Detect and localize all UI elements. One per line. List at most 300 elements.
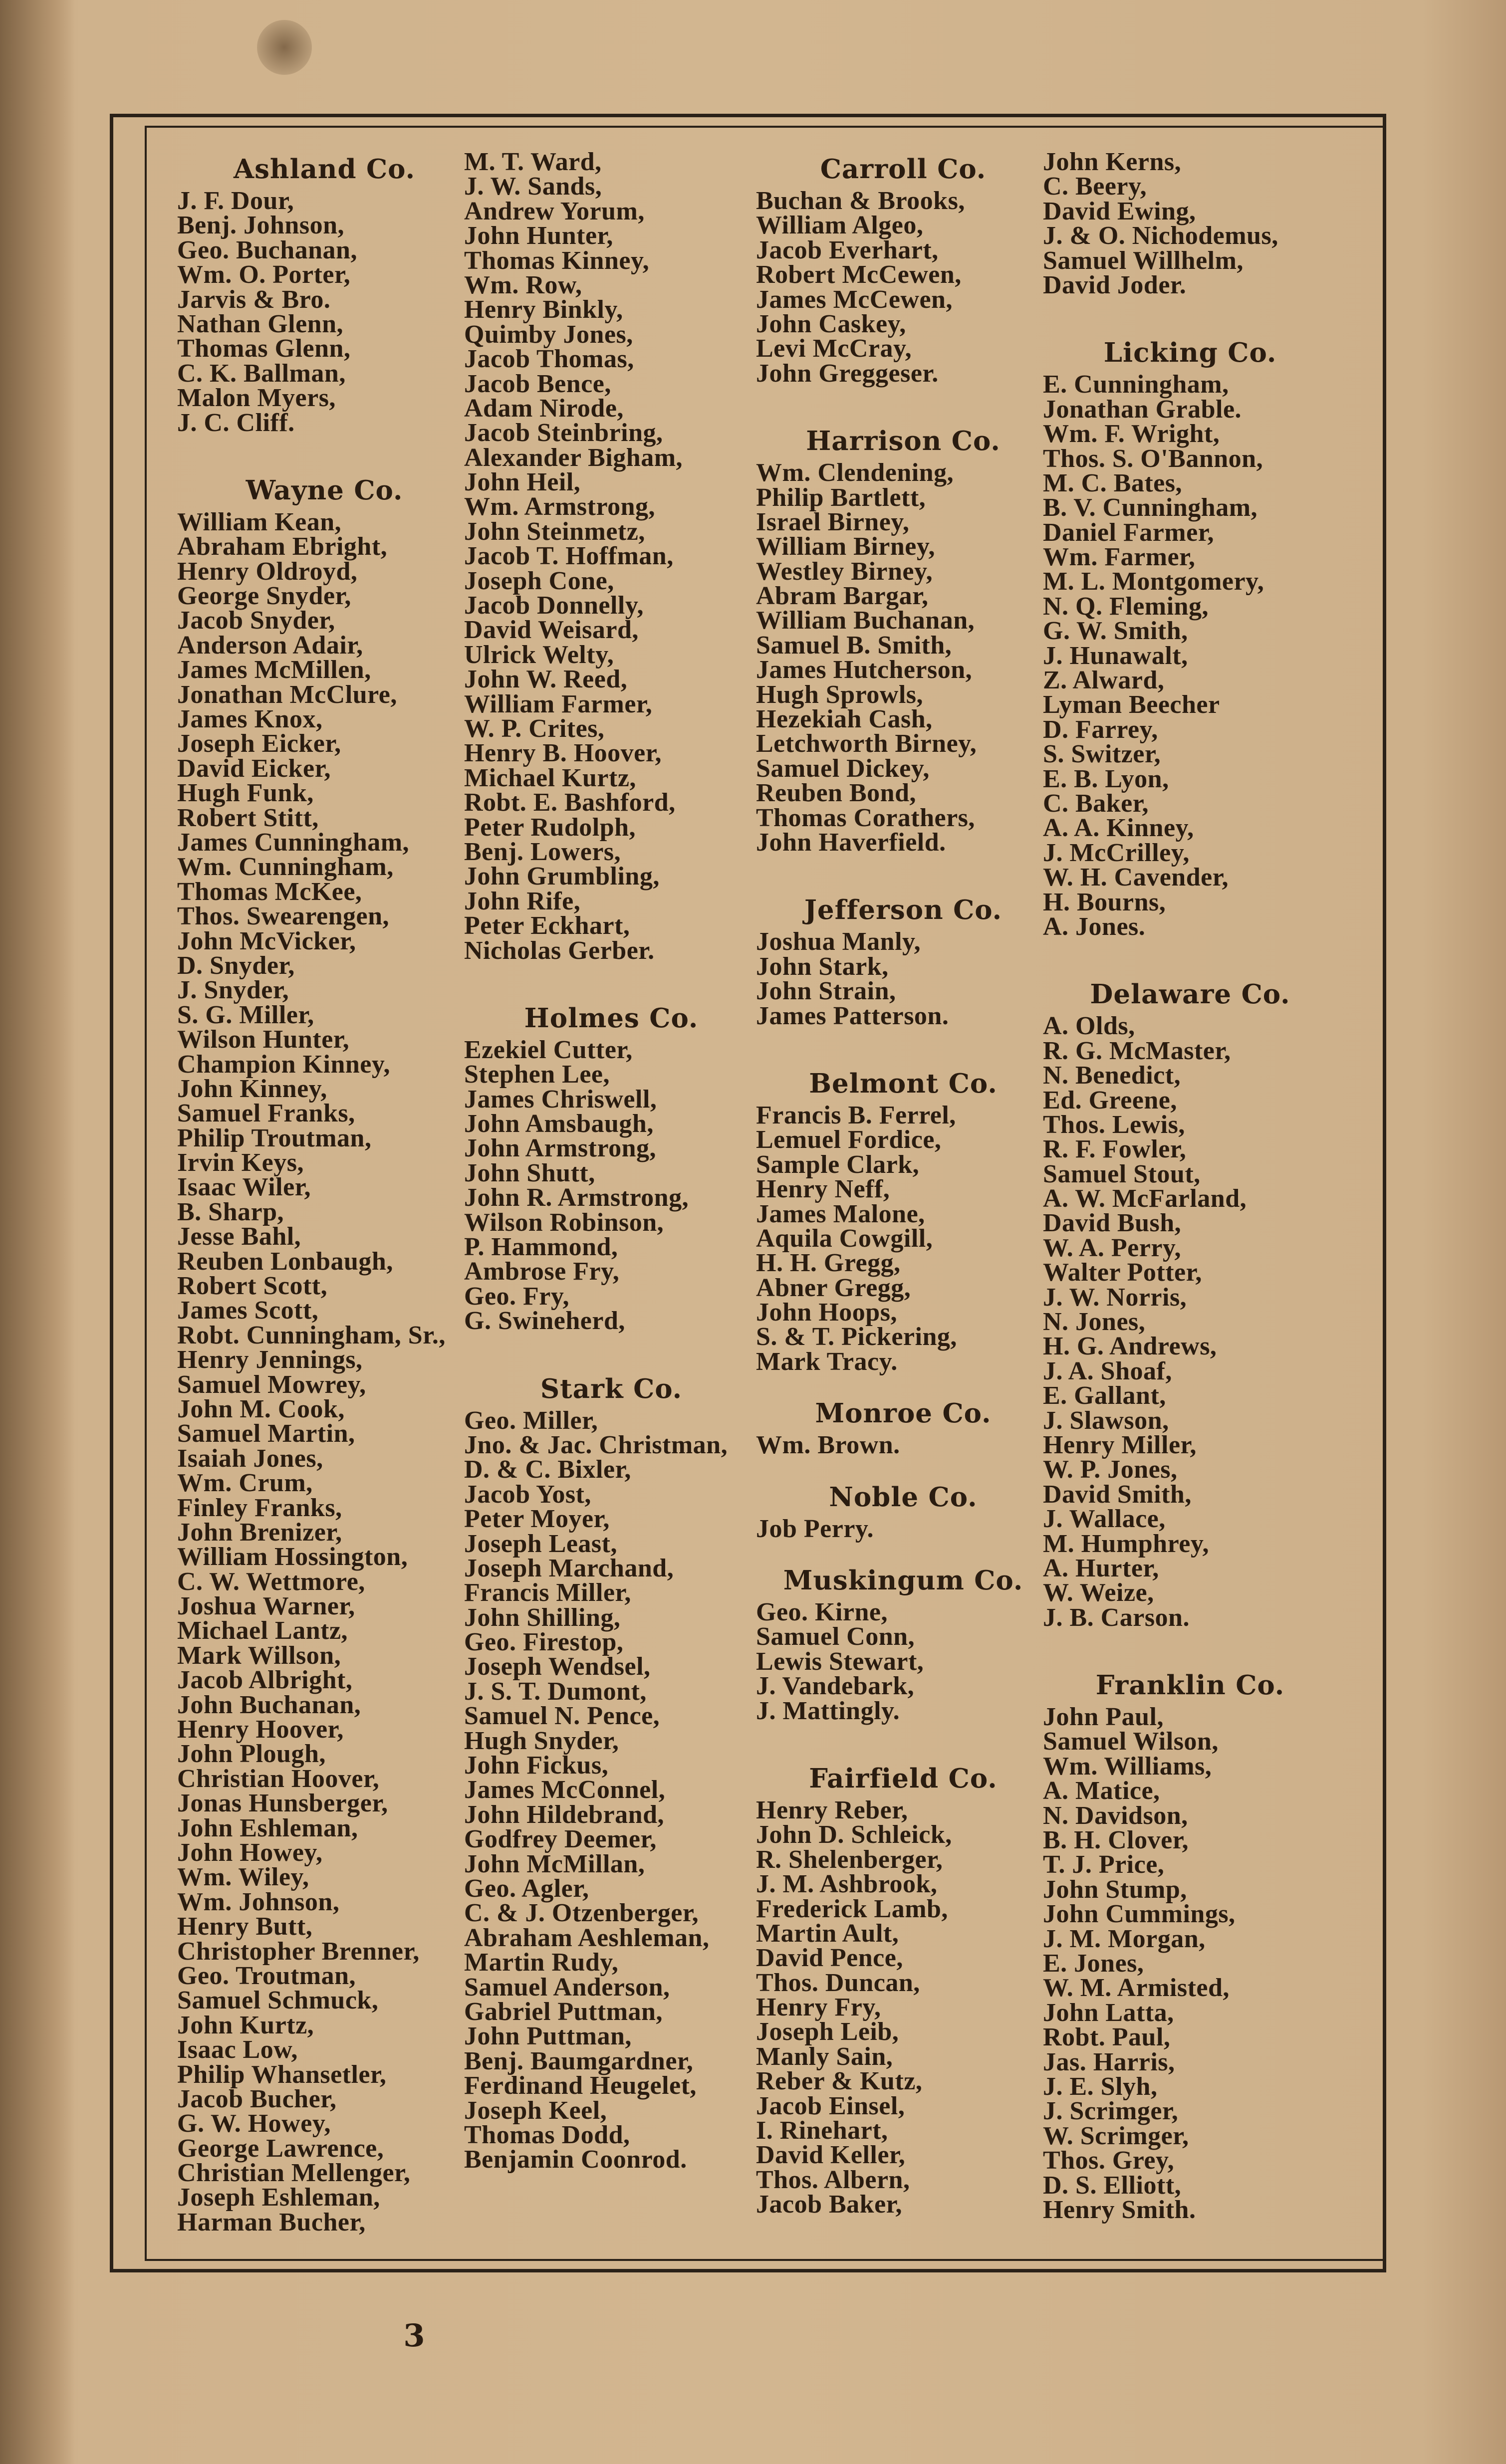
subscriber-name: Jno. & Jac. Christman, [464, 1430, 728, 1459]
subscriber-name: Wm. Brown. [756, 1431, 900, 1460]
subscriber-name: Hugh Sprowls, [756, 680, 924, 709]
subscriber-name: Joshua Manly, [756, 927, 921, 956]
subscriber-name: Wm. Cunningham, [177, 853, 394, 882]
subscriber-name: D. & C. Bixler, [464, 1455, 631, 1484]
subscriber-name: William Kean, [177, 507, 342, 536]
subscriber-name: Thos. Albern, [756, 2165, 910, 2194]
subscriber-name: John Paul, [1043, 1703, 1164, 1732]
subscriber-name: John Fickus, [464, 1751, 609, 1780]
section-spacer [1043, 297, 1337, 333]
subscriber-name: James Scott, [177, 1296, 319, 1325]
ink-stain [257, 20, 312, 75]
county-heading: Franklin Co. [1095, 1670, 1285, 1701]
section-spacer [756, 1374, 1050, 1394]
subscriber-name: John Cummings, [1043, 1900, 1236, 1929]
name-list [177, 507, 472, 2237]
subscriber-name: D. S. Elliott, [1043, 2171, 1182, 2200]
subscriber-name: Joseph Eshleman, [177, 2183, 380, 2212]
subscriber-name: Samuel Conn, [756, 1622, 915, 1651]
subscriber-name: Jonathan McClure, [177, 680, 397, 709]
subscriber-name: John Heil, [464, 468, 581, 497]
subscriber-name: M. L. Montgomery, [1043, 567, 1264, 596]
name-list [756, 460, 1050, 855]
subscriber-name: Michael Kurtz, [464, 763, 636, 792]
subscriber-name: George Lawrence, [177, 2134, 384, 2163]
subscriber-name: J. C. Cliff. [177, 408, 295, 437]
subscriber-name: A. Olds, [1043, 1012, 1135, 1041]
subscriber-name: Thomas Corathers, [756, 803, 975, 832]
subscriber-name: W. H. Cavender, [1043, 863, 1229, 892]
name-list [1043, 150, 1337, 297]
subscriber-name: B. Sharp, [177, 1197, 284, 1226]
subscriber-name: Ezekiel Cutter, [464, 1035, 633, 1064]
subscriber-name: Champion Kinney, [177, 1050, 391, 1079]
subscriber-name: Wilson Hunter, [177, 1025, 350, 1054]
subscriber-name: Wm. Armstrong, [464, 492, 656, 521]
subscriber-name: Jacob Bence, [464, 369, 611, 398]
county-section [177, 435, 472, 2235]
county-section [756, 1028, 1050, 1374]
name-list [177, 189, 472, 435]
subscriber-name: Thos. Duncan, [756, 1968, 920, 1997]
subscriber-name: John Stark, [756, 952, 889, 981]
subscriber-name: Lyman Beecher [1043, 690, 1220, 719]
subscriber-name: David Pence, [756, 1944, 903, 1973]
subscriber-name: Thos. Grey, [1043, 2146, 1175, 2175]
county-section [756, 855, 1050, 1028]
subscriber-name: Robert Stitt, [177, 803, 319, 832]
subscriber-name: Jacob Bucher, [177, 2084, 337, 2113]
subscriber-name: Jacob Everhart, [756, 235, 939, 264]
subscriber-name: Benj. Baumgardner, [464, 2046, 694, 2075]
subscriber-name: Robt. Paul, [1043, 2023, 1171, 2052]
subscriber-name: Samuel Mowrey, [177, 1370, 366, 1399]
subscriber-name: Geo. Fry, [464, 1282, 570, 1311]
subscriber-name: Mark Willson, [177, 1641, 341, 1670]
subscriber-name: Geo. Firestop, [464, 1628, 624, 1657]
subscriber-name: W. Weize, [1043, 1578, 1154, 1607]
subscriber-name: John Kurtz, [177, 2011, 314, 2039]
name-list [756, 1431, 1050, 1460]
subscriber-name: Wilson Robinson, [464, 1208, 664, 1237]
subscriber-name: Henry Smith. [1043, 2195, 1196, 2224]
subscriber-name: Isaac Wiler, [177, 1173, 311, 1202]
subscriber-name: Robert McCewen, [756, 260, 962, 289]
subscriber-name: John Eshleman, [177, 1813, 358, 1842]
subscriber-name: H. G. Andrews, [1043, 1332, 1217, 1361]
subscriber-name: C. K. Ballman, [177, 359, 346, 388]
county-heading: Wayne Co. [246, 474, 403, 506]
subscriber-name: John Armstrong, [464, 1134, 657, 1163]
subscriber-name: Abner Gregg, [756, 1273, 911, 1302]
subscriber-name: James Knox, [177, 705, 323, 734]
subscriber-name: C. Beery, [1043, 172, 1147, 201]
county-heading: Delaware Co. [1090, 979, 1290, 1010]
subscriber-name: Joseph Cone, [464, 566, 614, 595]
subscriber-name: Philip Troutman, [177, 1123, 372, 1152]
section-spacer [756, 1458, 1050, 1478]
county-heading: Holmes Co. [524, 1002, 699, 1034]
subscriber-name: Gabriel Puttman, [464, 1997, 663, 2026]
subscriber-name: Reuben Lonbaugh, [177, 1247, 393, 1276]
subscriber-name: Thomas Kinney, [464, 246, 650, 275]
subscriber-name: Job Perry. [756, 1514, 874, 1543]
subscriber-name: Samuel Dickey, [756, 754, 930, 783]
county-heading: Muskingum Co. [783, 1565, 1023, 1596]
subscriber-name: Robt. Cunningham, Sr., [177, 1321, 446, 1349]
subscriber-name: Christian Hoover, [177, 1764, 380, 1793]
subscriber-name: B. H. Clover, [1043, 1826, 1189, 1855]
section-spacer [1043, 1630, 1337, 1666]
subscriber-name: Henry Binkly, [464, 295, 623, 324]
subscriber-name: Hezekiah Cash, [756, 705, 933, 734]
section-spacer [177, 435, 472, 471]
subscriber-name: Daniel Farmer, [1043, 518, 1214, 547]
subscriber-name: James Malone, [756, 1199, 925, 1228]
subscriber-name: John W. Reed, [464, 665, 628, 694]
subscriber-name: Jacob Albright, [177, 1666, 353, 1695]
name-list [756, 929, 1050, 1028]
subscriber-name: Ambrose Fry, [464, 1257, 620, 1286]
subscriber-name: Geo. Kirne, [756, 1598, 888, 1627]
subscriber-name: Jonas Hunsberger, [177, 1789, 388, 1818]
subscriber-name: J. Slawson, [1043, 1406, 1169, 1435]
subscriber-name: Wm. Row, [464, 270, 582, 299]
county-section [756, 1541, 1050, 1723]
county-section [1043, 150, 1337, 297]
name-list [1043, 1705, 1337, 2222]
subscriber-name: M. C. Bates, [1043, 468, 1182, 497]
subscriber-name: John Latta, [1043, 1998, 1174, 2027]
subscriber-name: Alexander Bigham, [464, 443, 683, 472]
column-4 [1043, 150, 1337, 2222]
subscriber-name: Joseph Wendsel, [464, 1652, 651, 1681]
subscriber-name: P. Hammond, [464, 1233, 618, 1262]
subscriber-name: Samuel Martin, [177, 1419, 355, 1448]
subscriber-name: Thomas Dodd, [464, 2120, 630, 2149]
subscriber-name: Peter Moyer, [464, 1505, 610, 1534]
subscriber-name: John Haverfield. [756, 828, 946, 857]
page-number: 3 [403, 2317, 425, 2354]
subscriber-name: J. B. Carson. [1043, 1603, 1190, 1632]
subscriber-name: John Brenizer, [177, 1518, 342, 1547]
subscriber-name: R. F. Fowler, [1043, 1135, 1187, 1164]
subscriber-name: Henry Butt, [177, 1912, 313, 1941]
subscriber-name: John Amsbaugh, [464, 1110, 654, 1138]
subscriber-name: Francis Miller, [464, 1578, 631, 1607]
subscriber-name: E. Cunningham, [1043, 370, 1229, 399]
subscriber-name: Letchworth Birney, [756, 729, 977, 758]
subscriber-name: John Shilling, [464, 1603, 621, 1632]
subscriber-name: George Snyder, [177, 582, 351, 611]
subscriber-name: Z. Alward, [1043, 666, 1165, 695]
subscriber-name: Ferdinand Heugelet, [464, 2071, 697, 2100]
subscriber-name: G. W. Smith, [1043, 617, 1188, 646]
subscriber-name: J. M. Ashbrook, [756, 1870, 938, 1899]
county-heading: Licking Co. [1103, 337, 1277, 369]
subscriber-name: C. & J. Otzenberger, [464, 1899, 699, 1928]
subscriber-name: J. Hunawalt, [1043, 641, 1188, 670]
subscriber-name: John Buchanan, [177, 1690, 361, 1719]
subscriber-name: Thomas Glenn, [177, 334, 351, 363]
subscriber-name: R. G. McMaster, [1043, 1036, 1231, 1065]
subscriber-name: Martin Rudy, [464, 1948, 619, 1977]
subscriber-name: Wm. F. Wright, [1043, 420, 1220, 448]
subscriber-name: William Buchanan, [756, 606, 975, 635]
subscriber-name: Henry Miller, [1043, 1430, 1197, 1459]
section-spacer [756, 386, 1050, 422]
column-3 [756, 150, 1050, 2217]
subscriber-name: John Grumbling, [464, 862, 660, 891]
subscriber-name: William Birney, [756, 532, 936, 561]
subscriber-name: Godfrey Deemer, [464, 1825, 657, 1854]
subscriber-name: W. P. Jones, [1043, 1455, 1178, 1484]
section-spacer [756, 1723, 1050, 1759]
subscriber-name: David Bush, [1043, 1209, 1182, 1238]
subscriber-name: Westley Birney, [756, 557, 933, 586]
subscriber-name: Adam Nirode, [464, 394, 624, 423]
subscriber-name: Samuel N. Pence, [464, 1702, 660, 1731]
subscriber-name: Jacob Baker, [756, 2190, 902, 2219]
subscriber-name: John Kerns, [1043, 148, 1182, 176]
subscriber-name: Francis B. Ferrel, [756, 1101, 956, 1129]
section-spacer [464, 1334, 758, 1369]
subscriber-name: N. Davidson, [1043, 1801, 1188, 1830]
subscriber-name: David Smith, [1043, 1480, 1192, 1509]
subscriber-name: Hugh Snyder, [464, 1726, 619, 1755]
column-2 [464, 150, 758, 2172]
subscriber-name: Jacob Steinbring, [464, 419, 663, 448]
subscriber-name: S. G. Miller, [177, 1000, 314, 1029]
subscriber-name: Isaac Low, [177, 2035, 298, 2064]
subscriber-name: A. Matice, [1043, 1777, 1160, 1805]
county-section [756, 1458, 1050, 1541]
subscriber-name: John D. Schleick, [756, 1820, 952, 1849]
subscriber-name: William Farmer, [464, 689, 653, 718]
subscriber-name: W. M. Armisted, [1043, 1974, 1230, 2003]
subscriber-name: James McCewen, [756, 285, 953, 314]
subscriber-name: Finley Franks, [177, 1493, 342, 1522]
subscriber-name: William Algeo, [756, 211, 924, 240]
subscriber-name: Henry B. Hoover, [464, 739, 662, 768]
county-section [1043, 297, 1337, 939]
subscriber-name: T. J. Price, [1043, 1850, 1165, 1879]
subscriber-name: James Cunningham, [177, 828, 410, 857]
subscriber-name: David Keller, [756, 2141, 906, 2170]
section-spacer [464, 963, 758, 999]
subscriber-name: R. Shelenberger, [756, 1845, 943, 1874]
subscriber-name: E. Jones, [1043, 1949, 1144, 1978]
subscriber-name: Benj. Lowers, [464, 837, 621, 866]
subscriber-name: Stephen Lee, [464, 1060, 610, 1089]
subscriber-name: Henry Neff, [756, 1175, 890, 1204]
subscriber-name: Samuel Franks, [177, 1099, 355, 1128]
subscriber-name: Henry Fry, [756, 1993, 881, 2022]
subscriber-name: A. A. Kinney, [1043, 814, 1194, 843]
subscriber-name: Joseph Least, [464, 1529, 617, 1558]
subscriber-name: A. Jones. [1043, 912, 1146, 941]
subscriber-name: Hugh Funk, [177, 779, 314, 808]
subscriber-name: Ed. Greene, [1043, 1086, 1177, 1115]
subscriber-name: Thos. Lewis, [1043, 1110, 1185, 1139]
subscriber-name: Benjamin Coonrod. [464, 2145, 687, 2174]
name-list [756, 1103, 1050, 1374]
subscriber-name: N. Jones, [1043, 1308, 1146, 1337]
subscriber-name: John McMillan, [464, 1849, 645, 1878]
name-list [464, 1408, 758, 2172]
subscriber-name: William Hossington, [177, 1543, 408, 1571]
subscriber-name: Henry Jennings, [177, 1345, 363, 1374]
subscriber-name: James Hutcherson, [756, 656, 973, 684]
subscriber-name: Irvin Keys, [177, 1148, 304, 1177]
subscriber-name: Levi McCray, [756, 334, 912, 363]
subscriber-name: J. W. Sands, [464, 172, 602, 201]
subscriber-name: David Eicker, [177, 754, 331, 783]
section-spacer [1043, 939, 1337, 975]
county-section [464, 1334, 758, 2172]
subscriber-name: James Chriswell, [464, 1085, 657, 1114]
subscriber-name: D. Snyder, [177, 951, 295, 980]
subscriber-name: John Plough, [177, 1740, 326, 1769]
subscriber-name: Sample Clark, [756, 1150, 920, 1179]
subscriber-name: Geo. Troutman, [177, 1961, 356, 1990]
subscriber-name: Robt. E. Bashford, [464, 788, 676, 817]
subscriber-name: Martin Ault, [756, 1919, 899, 1948]
subscriber-name: M. T. Ward, [464, 148, 602, 176]
subscriber-name: D. Farrey, [1043, 715, 1158, 744]
subscriber-name: John Stump, [1043, 1875, 1187, 1904]
subscriber-name: J. Wallace, [1043, 1505, 1166, 1534]
subscriber-name: I. Rinehart, [756, 2116, 888, 2145]
county-section [464, 150, 758, 963]
subscriber-name: Reuben Bond, [756, 779, 916, 808]
county-heading: Jefferson Co. [804, 895, 1003, 926]
subscriber-name: Michael Lantz, [177, 1616, 348, 1645]
subscriber-name: Manly Sain, [756, 2042, 893, 2071]
subscriber-name: Peter Eckhart, [464, 911, 630, 940]
subscriber-name: Walter Potter, [1043, 1258, 1202, 1287]
subscriber-name: Geo. Agler, [464, 1874, 589, 1903]
subscriber-name: John Caskey, [756, 309, 906, 338]
subscriber-name: Robert Scott, [177, 1272, 328, 1301]
subscriber-name: Aquila Cowgill, [756, 1224, 933, 1253]
subscriber-name: John Puttman, [464, 2022, 632, 2051]
subscriber-name: Wm. O. Porter, [177, 260, 351, 289]
subscriber-name: Quimby Jones, [464, 320, 633, 349]
subscriber-name: Wm. Williams, [1043, 1752, 1212, 1781]
subscriber-name: W. Scrimger, [1043, 2121, 1189, 2150]
page-binding-shadow [0, 0, 75, 2464]
subscriber-name: James Patterson. [756, 1001, 949, 1030]
subscriber-name: Samuel Schmuck, [177, 1986, 379, 2015]
subscriber-name: Abraham Ebright, [177, 532, 388, 561]
subscriber-name: Samuel Willhelm, [1043, 246, 1244, 275]
subscriber-name: Lemuel Fordice, [756, 1125, 942, 1154]
subscriber-name: Buchan & Brooks, [756, 187, 965, 215]
subscriber-name: John M. Cook, [177, 1394, 345, 1423]
subscriber-name: J. Snyder, [177, 976, 289, 1005]
county-section [756, 1374, 1050, 1460]
name-list [756, 1514, 1050, 1543]
subscriber-name: Jacob Yost, [464, 1480, 591, 1509]
subscriber-name: Samuel B. Smith, [756, 631, 952, 660]
name-list [756, 1600, 1050, 1723]
subscriber-name: W. P. Crites, [464, 714, 605, 743]
subscriber-name: John Hunter, [464, 222, 613, 250]
subscriber-name: Samuel Anderson, [464, 1973, 670, 2002]
subscriber-name: John Hildebrand, [464, 1800, 665, 1829]
subscriber-name: Jesse Bahl, [177, 1222, 301, 1251]
subscriber-name: E. Gallant, [1043, 1381, 1166, 1410]
county-heading: Harrison Co. [806, 426, 1001, 457]
subscriber-name: J. W. Norris, [1043, 1283, 1187, 1312]
subscriber-name: Henry Oldroyd, [177, 557, 358, 586]
subscriber-name: Nathan Glenn, [177, 309, 344, 338]
subscriber-name: Jacob Snyder, [177, 606, 335, 635]
subscriber-name: John McVicker, [177, 926, 356, 955]
subscriber-name: Joseph Marchand, [464, 1554, 674, 1582]
subscriber-name: Peter Rudolph, [464, 813, 636, 842]
subscriber-name: Thos. Swearengen, [177, 902, 390, 931]
subscriber-name: H. Bourns, [1043, 888, 1166, 916]
subscriber-name: Wm. Crum, [177, 1469, 313, 1498]
subscriber-name: David Weisard, [464, 616, 639, 645]
subscriber-name: J. A. Shoaf, [1043, 1356, 1172, 1385]
subscriber-name: Abram Bargar, [756, 582, 929, 611]
subscriber-name: John R. Armstrong, [464, 1183, 689, 1212]
subscriber-name: Wm. Johnson, [177, 1887, 340, 1916]
subscriber-name: J. Scrimger, [1043, 2097, 1179, 2126]
subscriber-name: Frederick Lamb, [756, 1894, 948, 1923]
subscriber-name: H. H. Gregg, [756, 1249, 901, 1278]
county-section [1043, 1630, 1337, 2222]
subscriber-name: Jonathan Grable. [1043, 395, 1242, 424]
subscriber-name: Mark Tracy. [756, 1347, 898, 1376]
subscriber-name: Lewis Stewart, [756, 1647, 924, 1676]
subscriber-name: E. B. Lyon, [1043, 764, 1169, 793]
subscriber-name: A. Hurter, [1043, 1554, 1159, 1582]
subscriber-name: Joseph Eicker, [177, 729, 341, 758]
subscriber-name: W. A. Perry, [1043, 1233, 1182, 1262]
county-section [464, 963, 758, 1334]
county-heading: Ashland Co. [233, 154, 416, 185]
county-heading: Noble Co. [829, 1481, 978, 1513]
county-section [177, 150, 472, 435]
subscriber-name: Wm. Farmer, [1043, 543, 1196, 572]
section-spacer [756, 855, 1050, 891]
subscriber-name: J. Mattingly. [756, 1696, 900, 1725]
section-spacer [756, 1541, 1050, 1561]
subscriber-name: Israel Birney, [756, 507, 910, 536]
subscriber-name: Geo. Miller, [464, 1406, 598, 1435]
county-heading: Belmont Co. [809, 1068, 998, 1099]
subscriber-name: J. M. Morgan, [1043, 1924, 1206, 1953]
subscriber-name: Samuel Stout, [1043, 1159, 1201, 1188]
county-heading: Monroe Co. [815, 1398, 992, 1429]
subscriber-name: A. W. McFarland, [1043, 1184, 1247, 1213]
subscriber-name: David Ewing, [1043, 197, 1196, 225]
subscriber-name: J. Vandebark, [756, 1672, 915, 1701]
subscriber-name: N. Benedict, [1043, 1061, 1181, 1090]
subscriber-name: J. & O. Nichodemus, [1043, 222, 1278, 250]
subscriber-name: J. F. Dour, [177, 187, 294, 215]
subscriber-name: Nicholas Gerber. [464, 936, 655, 965]
subscriber-name: Philip Bartlett, [756, 483, 926, 512]
subscriber-name: John Rife, [464, 887, 581, 915]
subscriber-name: John Strain, [756, 977, 896, 1006]
name-list [756, 1795, 1050, 2219]
subscriber-name: John Shutt, [464, 1158, 595, 1187]
